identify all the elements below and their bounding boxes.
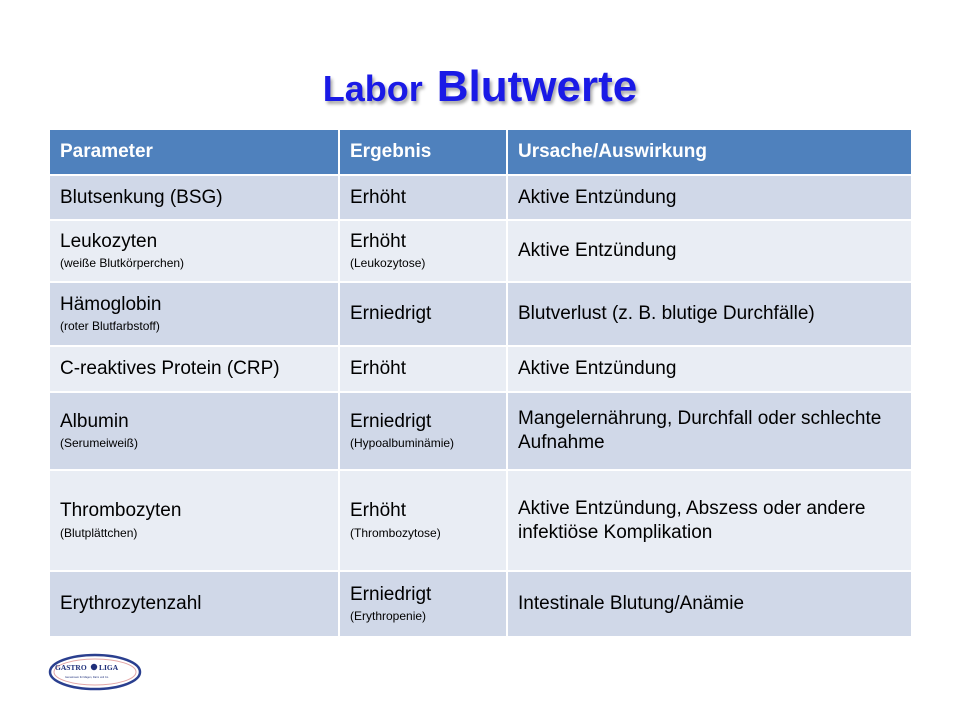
slide-title — [0, 62, 960, 112]
table-row — [49, 346, 912, 392]
gastroliga-logo — [48, 650, 143, 692]
result-sublabel: (Erythropenie) — [350, 609, 427, 624]
table-row — [49, 220, 912, 282]
table-row — [49, 470, 912, 571]
cell-result — [339, 220, 507, 282]
cell-cause: Aktive Entzündung — [507, 220, 912, 282]
cell-result — [339, 175, 507, 220]
cell-cause: Aktive Entzündung, Abszess oder andere infektiöse Komplikation — [507, 470, 912, 571]
result-sublabel: (Leukozytose) — [350, 256, 426, 271]
parameter-label: Albumin — [60, 410, 129, 432]
header-ursache: Ursache/Auswirkung — [507, 129, 912, 175]
blood-values-table — [48, 128, 913, 638]
parameter-label: Hämoglobin — [60, 293, 162, 315]
table-header-row — [49, 129, 912, 175]
result-label: Erniedrigt — [350, 583, 432, 605]
cell-parameter — [49, 282, 339, 346]
title-part-blutwerte: Blutwerte — [436, 62, 638, 111]
parameter-label: Thrombozyten — [60, 500, 182, 522]
cell-result — [339, 470, 507, 571]
result-label: Erniedrigt — [350, 410, 432, 432]
cell-cause: Intestinale Blutung/Anämie — [507, 571, 912, 637]
result-label: Erhöht — [350, 500, 406, 522]
result-label: Erhöht — [350, 230, 406, 252]
logo-text-left: GASTRO — [55, 663, 87, 672]
result-label: Erniedrigt — [350, 303, 432, 325]
parameter-label: Erythrozytenzahl — [60, 593, 202, 615]
parameter-sublabel: (Serumeiweiß) — [60, 436, 139, 451]
cell-cause: Mangelernährung, Durchfall oder schlechte Aufnahme — [507, 392, 912, 470]
cell-parameter — [49, 392, 339, 470]
header-parameter: Parameter — [49, 129, 339, 175]
result-sublabel: (Thrombozytose) — [350, 525, 441, 540]
title-part-labor: Labor — [322, 68, 423, 109]
parameter-sublabel: (Blutplättchen) — [60, 525, 138, 540]
cell-parameter — [49, 346, 339, 392]
logo-text-right: LIGA — [99, 663, 119, 672]
logo-dot-icon — [91, 664, 97, 670]
cell-cause: Blutverlust (z. B. blutige Durchfälle) — [507, 282, 912, 346]
table-row — [49, 282, 912, 346]
logo-tagline: Gemeinsam für Magen, Darm und Co. — [65, 676, 109, 679]
table-row — [49, 571, 912, 637]
result-sublabel: (Hypoalbuminämie) — [350, 436, 455, 451]
result-label: Erhöht — [350, 358, 406, 380]
parameter-label: C-reaktives Protein (CRP) — [60, 358, 280, 380]
result-label: Erhöht — [350, 186, 406, 208]
cell-parameter — [49, 220, 339, 282]
cell-cause: Aktive Entzündung — [507, 175, 912, 220]
cell-cause: Aktive Entzündung — [507, 346, 912, 392]
parameter-sublabel: (weiße Blutkörperchen) — [60, 256, 185, 271]
header-ergebnis: Ergebnis — [339, 129, 507, 175]
parameter-label: Blutsenkung (BSG) — [60, 186, 223, 208]
cell-result — [339, 346, 507, 392]
cell-parameter — [49, 175, 339, 220]
parameter-sublabel: (roter Blutfarbstoff) — [60, 319, 160, 334]
table-row — [49, 175, 912, 220]
logo-ring — [50, 655, 140, 689]
parameter-label: Leukozyten — [60, 230, 158, 252]
cell-parameter — [49, 571, 339, 637]
cell-parameter — [49, 470, 339, 571]
cell-result — [339, 392, 507, 470]
cell-result — [339, 282, 507, 346]
table-row — [49, 392, 912, 470]
cell-result — [339, 571, 507, 637]
